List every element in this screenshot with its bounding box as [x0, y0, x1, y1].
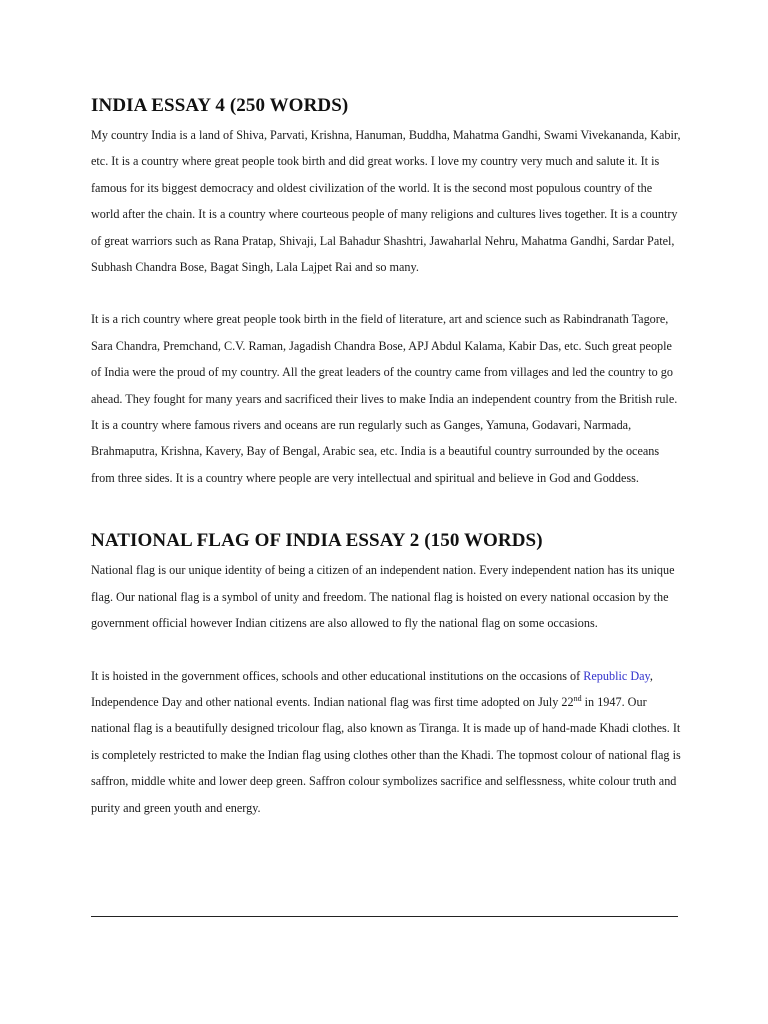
body-paragraph: It is a rich country where great people took birth in the field of literature, art and science such as Rabindranath Tagore, Sara Chandra, Premchand, C.V. Raman, Jagadish Chandra Bose, APJ Abdul Kalama, Kabir Das, etc. Such great people of India were the proud of my country. All the great leaders of the country came from villages and led the country to go ahead. They fought for many years and sacrificed their lives to make India an independent country from the British rule. It is a country where famous rivers and oceans are run regularly such as Ganges, Yamuna, Godavari, Narmada, Brahmaputra, Krishna, Kavery, Bay of Bengal, Arabic sea, etc. India is a beautiful country surrounded by the oceans from three sides. It is a country where people are very intellectual and spiritual and believe in God and Goddess.: [91, 312, 678, 485]
section-heading: INDIA ESSAY 4 (250 WORDS): [91, 95, 349, 116]
footer-rule: [91, 916, 678, 917]
india-essay-section: [91, 94, 681, 491]
ordinal-superscript: nd: [573, 693, 582, 703]
body-paragraph: [91, 663, 681, 821]
paragraph-text: , Independence Day and other national events. Indian national flag was first time adopted on July 22: [91, 668, 653, 709]
body-paragraph: National flag is our unique identity of being a citizen of an independent nation. Every independent nation has its unique flag. Our national flag is a symbol of unity and freedom. The national flag is hoisted on every national occasion by the government official however Indian citizens are also allowed to fly the national flag on some occasions.: [91, 563, 675, 631]
document-page: [91, 90, 681, 821]
paragraph-text: It is hoisted in the government offices, schools and other educational institutions on the occasions of: [91, 668, 584, 683]
republic-day-link[interactable]: Republic Day: [583, 668, 650, 683]
body-paragraph: My country India is a land of Shiva, Parvati, Krishna, Hanuman, Buddha, Mahatma Gandhi, Swami Vivekananda, Kabir, etc. It is a country where great people took birth and did great works. I love my country very much and salute it. It is famous for its biggest democracy and oldest civilization of the world. It is the second most populous country of the world after the chain. It is a country where courteous people of many religions and cultures lives together. It is a country of great warriors such as Rana Pratap, Shivaji, Lal Bahadur Shashtri, Jawaharlal Nehru, Mahatma Gandhi, Sardar Patel, Subhash Chandra Bose, Bagat Singh, Lala Lajpet Rai and so many.: [91, 128, 681, 275]
section-heading: NATIONAL FLAG OF INDIA ESSAY 2 (150 WORDS): [91, 530, 543, 552]
paragraph-text: in 1947. Our national flag is a beautifully designed tricolour flag, also known as Tiranga. It is made up of hand-made Khadi clothes. It is completely restricted to make the Indian flag using clothes other than the Khadi. The topmost colour of national flag is saffron, middle white and lower deep green. Saffron colour symbolizes sacrifice and selflessness, white colour truth and purity and green youth and energy.: [91, 694, 681, 815]
national-flag-essay-section: [91, 529, 681, 821]
